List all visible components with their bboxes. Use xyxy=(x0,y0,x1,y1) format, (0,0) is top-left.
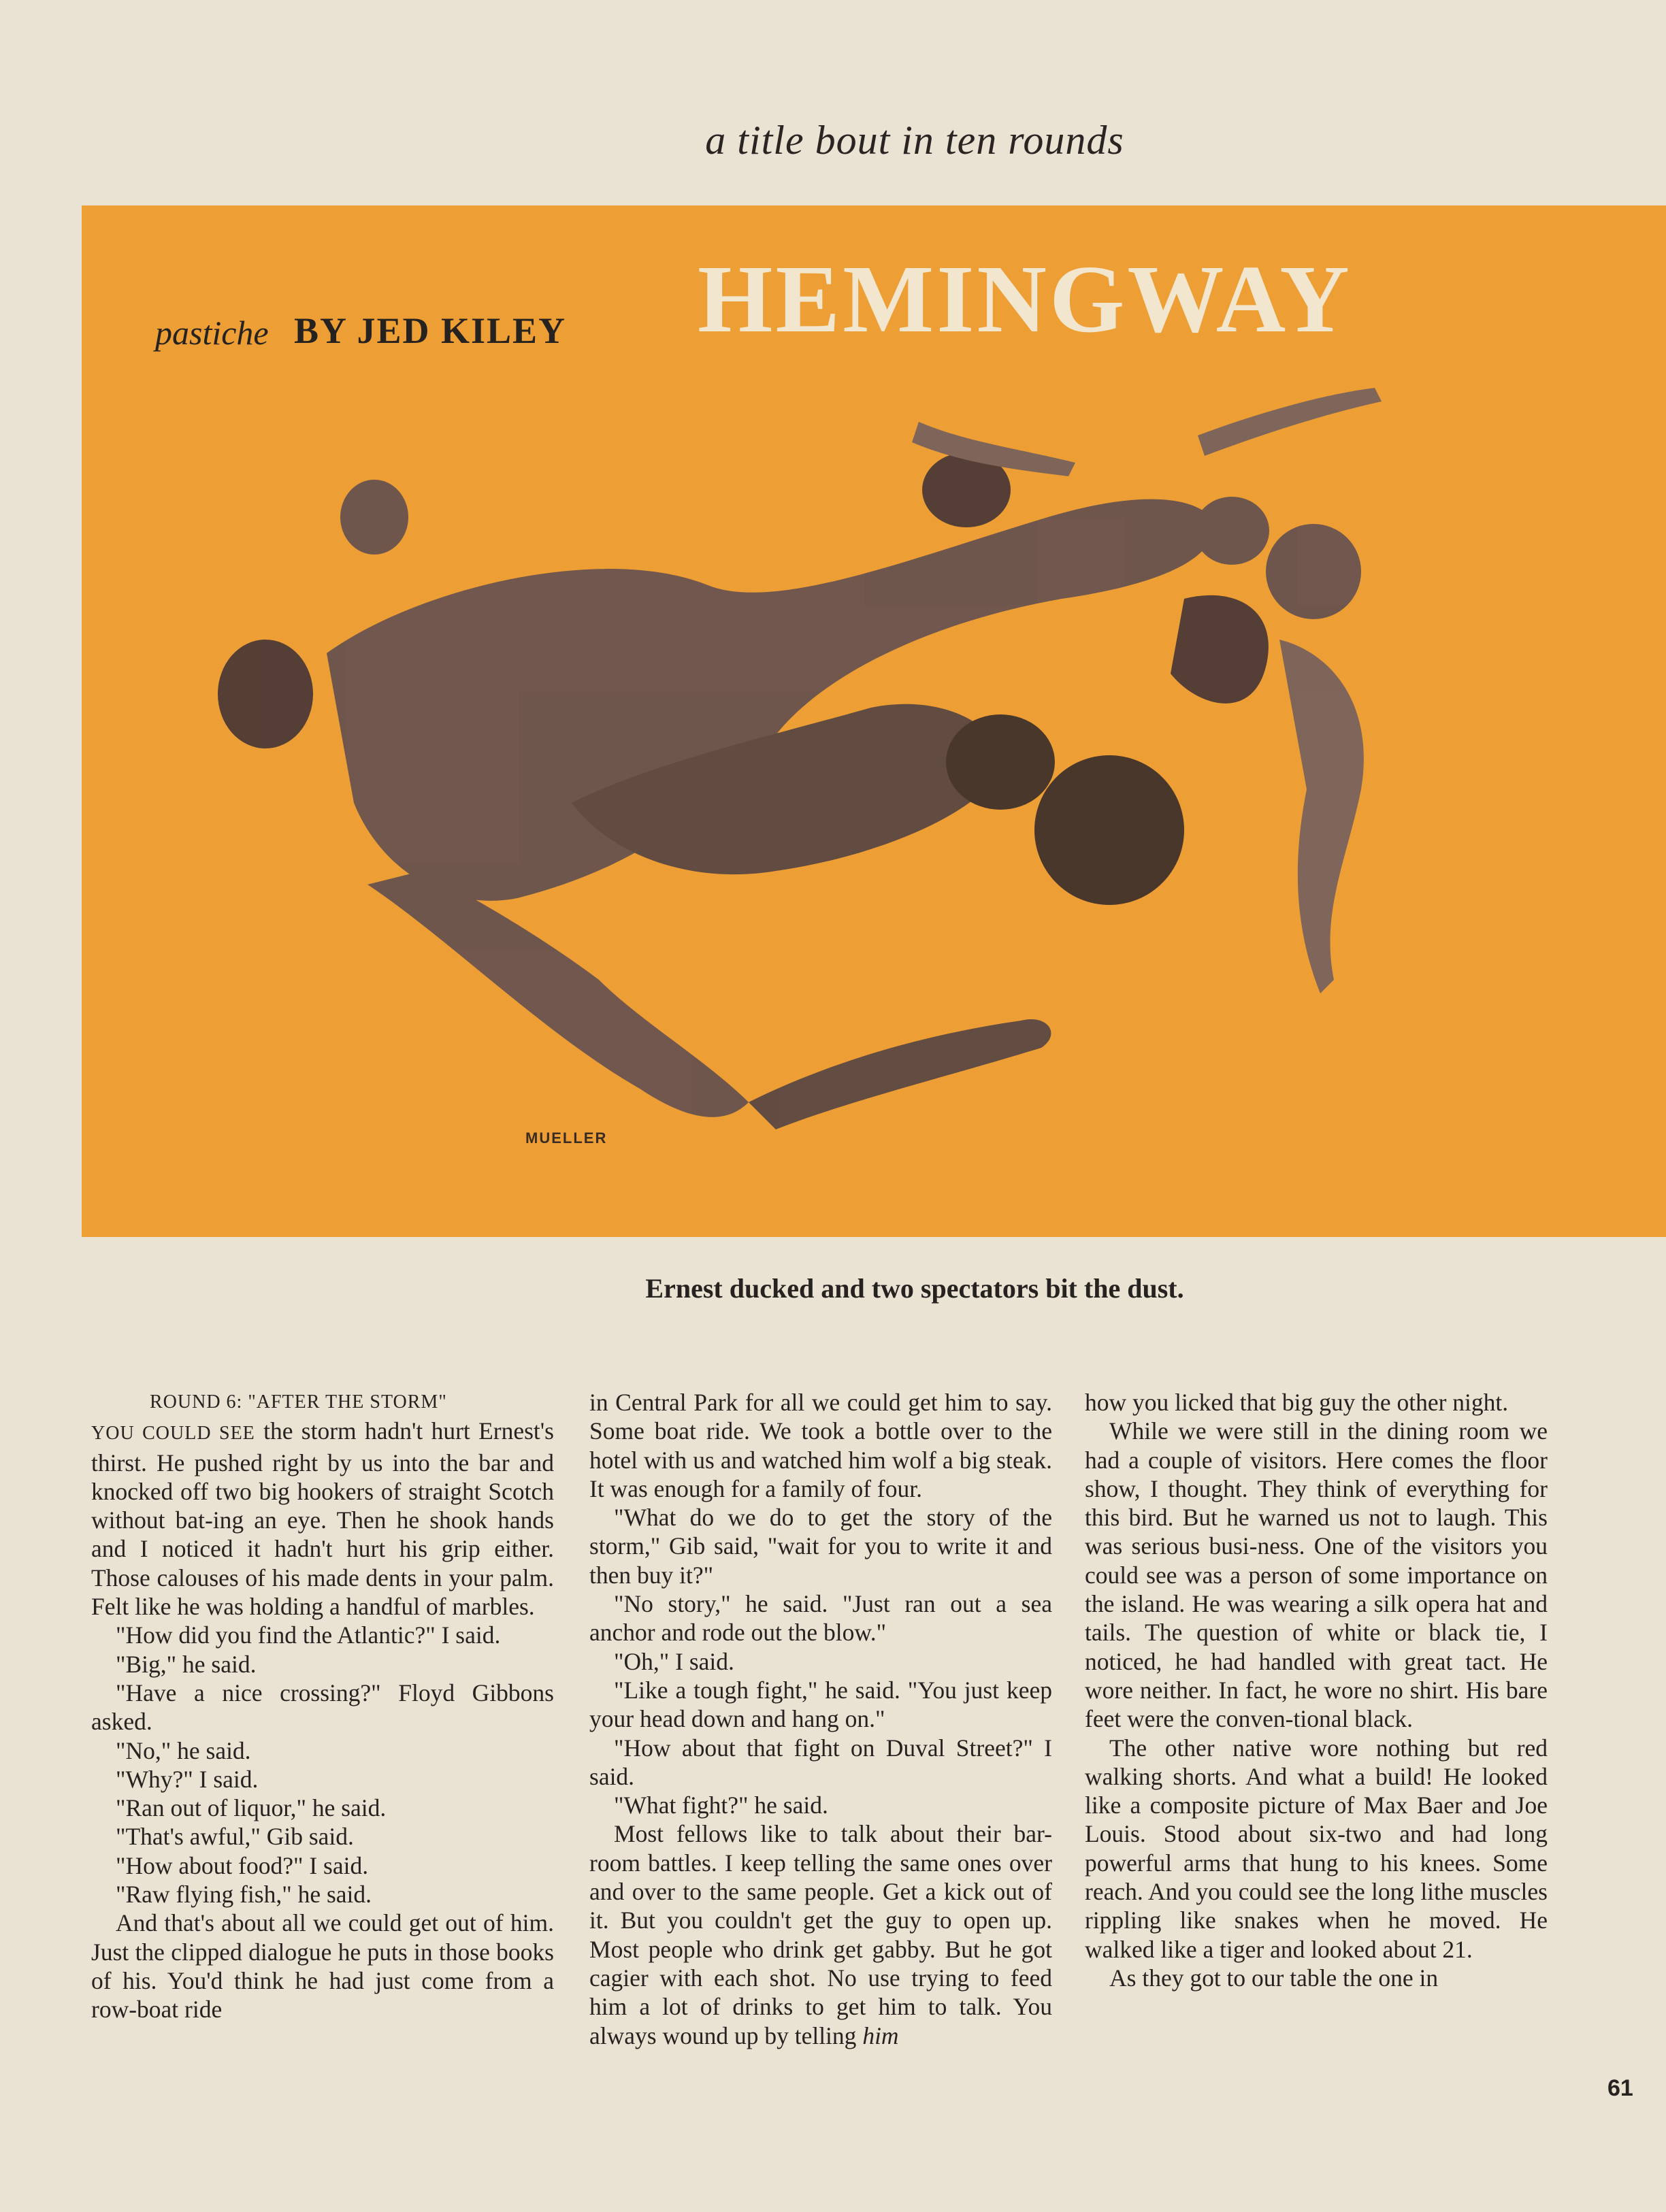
kicker-title: a title bout in ten rounds xyxy=(705,118,1124,163)
headline: HEMINGWAY xyxy=(698,245,1352,352)
pastiche-label: pastiche xyxy=(155,314,269,352)
paragraph: "Like a tough fight," he said. "You just keep your head down and hang on." xyxy=(589,1676,1052,1733)
paragraph: "Big," he said. xyxy=(116,1650,257,1678)
article-column-3 xyxy=(1085,1388,1548,1992)
paragraph: how you licked that big guy the other night. xyxy=(1085,1389,1509,1416)
paragraph: "What do we do to get the story of the storm," Gib said, "wait for you to write it and then buy it?" xyxy=(589,1504,1052,1589)
paragraph: While we were still in the dining room we had a couple of visitors. Here comes the floor show, I thought. They think of everything for this bird. But he warned us not to laugh. This was serious busi-ness. One of the visitors you could see was a person of some importance on the island. He was wearing a silk opera hat and tails. The question of white or black tie, I noticed, he had handled with great tact. He wore neither. In fact, he wore no shirt. His bare feet were the conven-tional black. xyxy=(1085,1417,1548,1733)
paragraph xyxy=(91,1417,554,1621)
paragraph: As they got to our table the one in xyxy=(1109,1964,1439,1992)
paragraph-text: Most fellows like to talk about their bar-room battles. I keep telling the same ones over and over to the same people. Get a kick out of it. But you couldn't get the guy to open up. Most people who drink get gabby. But he got cagier with each shot. No use trying to feed him a lot of drinks to get him to talk. You always wound up by telling xyxy=(589,1820,1052,2049)
artist-signature: MUELLER xyxy=(525,1129,608,1146)
paragraph: "Have a nice crossing?" Floyd Gibbons asked. xyxy=(91,1679,554,1736)
lead-in: YOU COULD SEE xyxy=(91,1423,255,1445)
paragraph: in Central Park for all we could get him to say. Some boat ride. We took a bottle over to the hotel with us and watched him wolf a big steak. It was enough for a family of four. xyxy=(589,1389,1052,1502)
paragraph: "What fight?" he said. xyxy=(614,1792,828,1819)
article-column-2 xyxy=(589,1388,1052,2050)
paragraph: "Raw flying fish," he said. xyxy=(116,1881,372,1909)
boxing-illustration xyxy=(163,381,1524,1198)
round-heading: ROUND 6: "AFTER THE STORM" xyxy=(150,1391,447,1413)
author-byline: BY JED KILEY xyxy=(294,310,567,351)
illustration-caption: Ernest ducked and two spectators bit the dust. xyxy=(645,1273,1184,1304)
paragraph-text: the storm hadn't hurt Ernest's thirst. He pushed right by us into the bar and knocked off two big hookers of straight Scotch without bat-ing an eye. Then he shook hands and I noticed it hadn't hurt his grip either. Those calouses of his made dents in your palm. Felt like he was holding a handful of marbles. xyxy=(91,1417,554,1621)
paragraph: "That's awful," Gib said. xyxy=(116,1823,354,1851)
paragraph: "How about food?" I said. xyxy=(116,1851,369,1879)
paragraph: "Oh," I said. xyxy=(614,1647,734,1675)
page-number: 61 xyxy=(1607,2075,1633,2101)
paragraph: "How about that fight on Duval Street?" I said. xyxy=(589,1734,1052,1790)
emphasis-word: him xyxy=(862,2021,899,2049)
article-column-1 xyxy=(91,1388,554,2024)
paragraph xyxy=(589,1819,1052,2049)
paragraph: "No story," he said. "Just ran out a sea anchor and rode out the blow." xyxy=(589,1590,1052,1647)
paragraph: The other native wore nothing but red walking shorts. And what a build! He looked like a composite picture of Max Baer and Joe Louis. Stood about six-two and had long powerful arms that hung to his knees. Some reach. And you could see the long lithe muscles rippling like snakes when he moved. He walked like a tiger and looked about 21. xyxy=(1085,1734,1548,1963)
paragraph: And that's about all we could get out of him. Just the clipped dialogue he puts in those books of his. You'd think he had just come from a row-boat ride xyxy=(91,1909,554,2024)
paragraph: "Why?" I said. xyxy=(116,1765,259,1793)
paragraph: "No," he said. xyxy=(116,1736,251,1764)
paragraph: "Ran out of liquor," he said. xyxy=(116,1794,387,1822)
paragraph: "How did you find the Atlantic?" I said. xyxy=(116,1621,501,1649)
